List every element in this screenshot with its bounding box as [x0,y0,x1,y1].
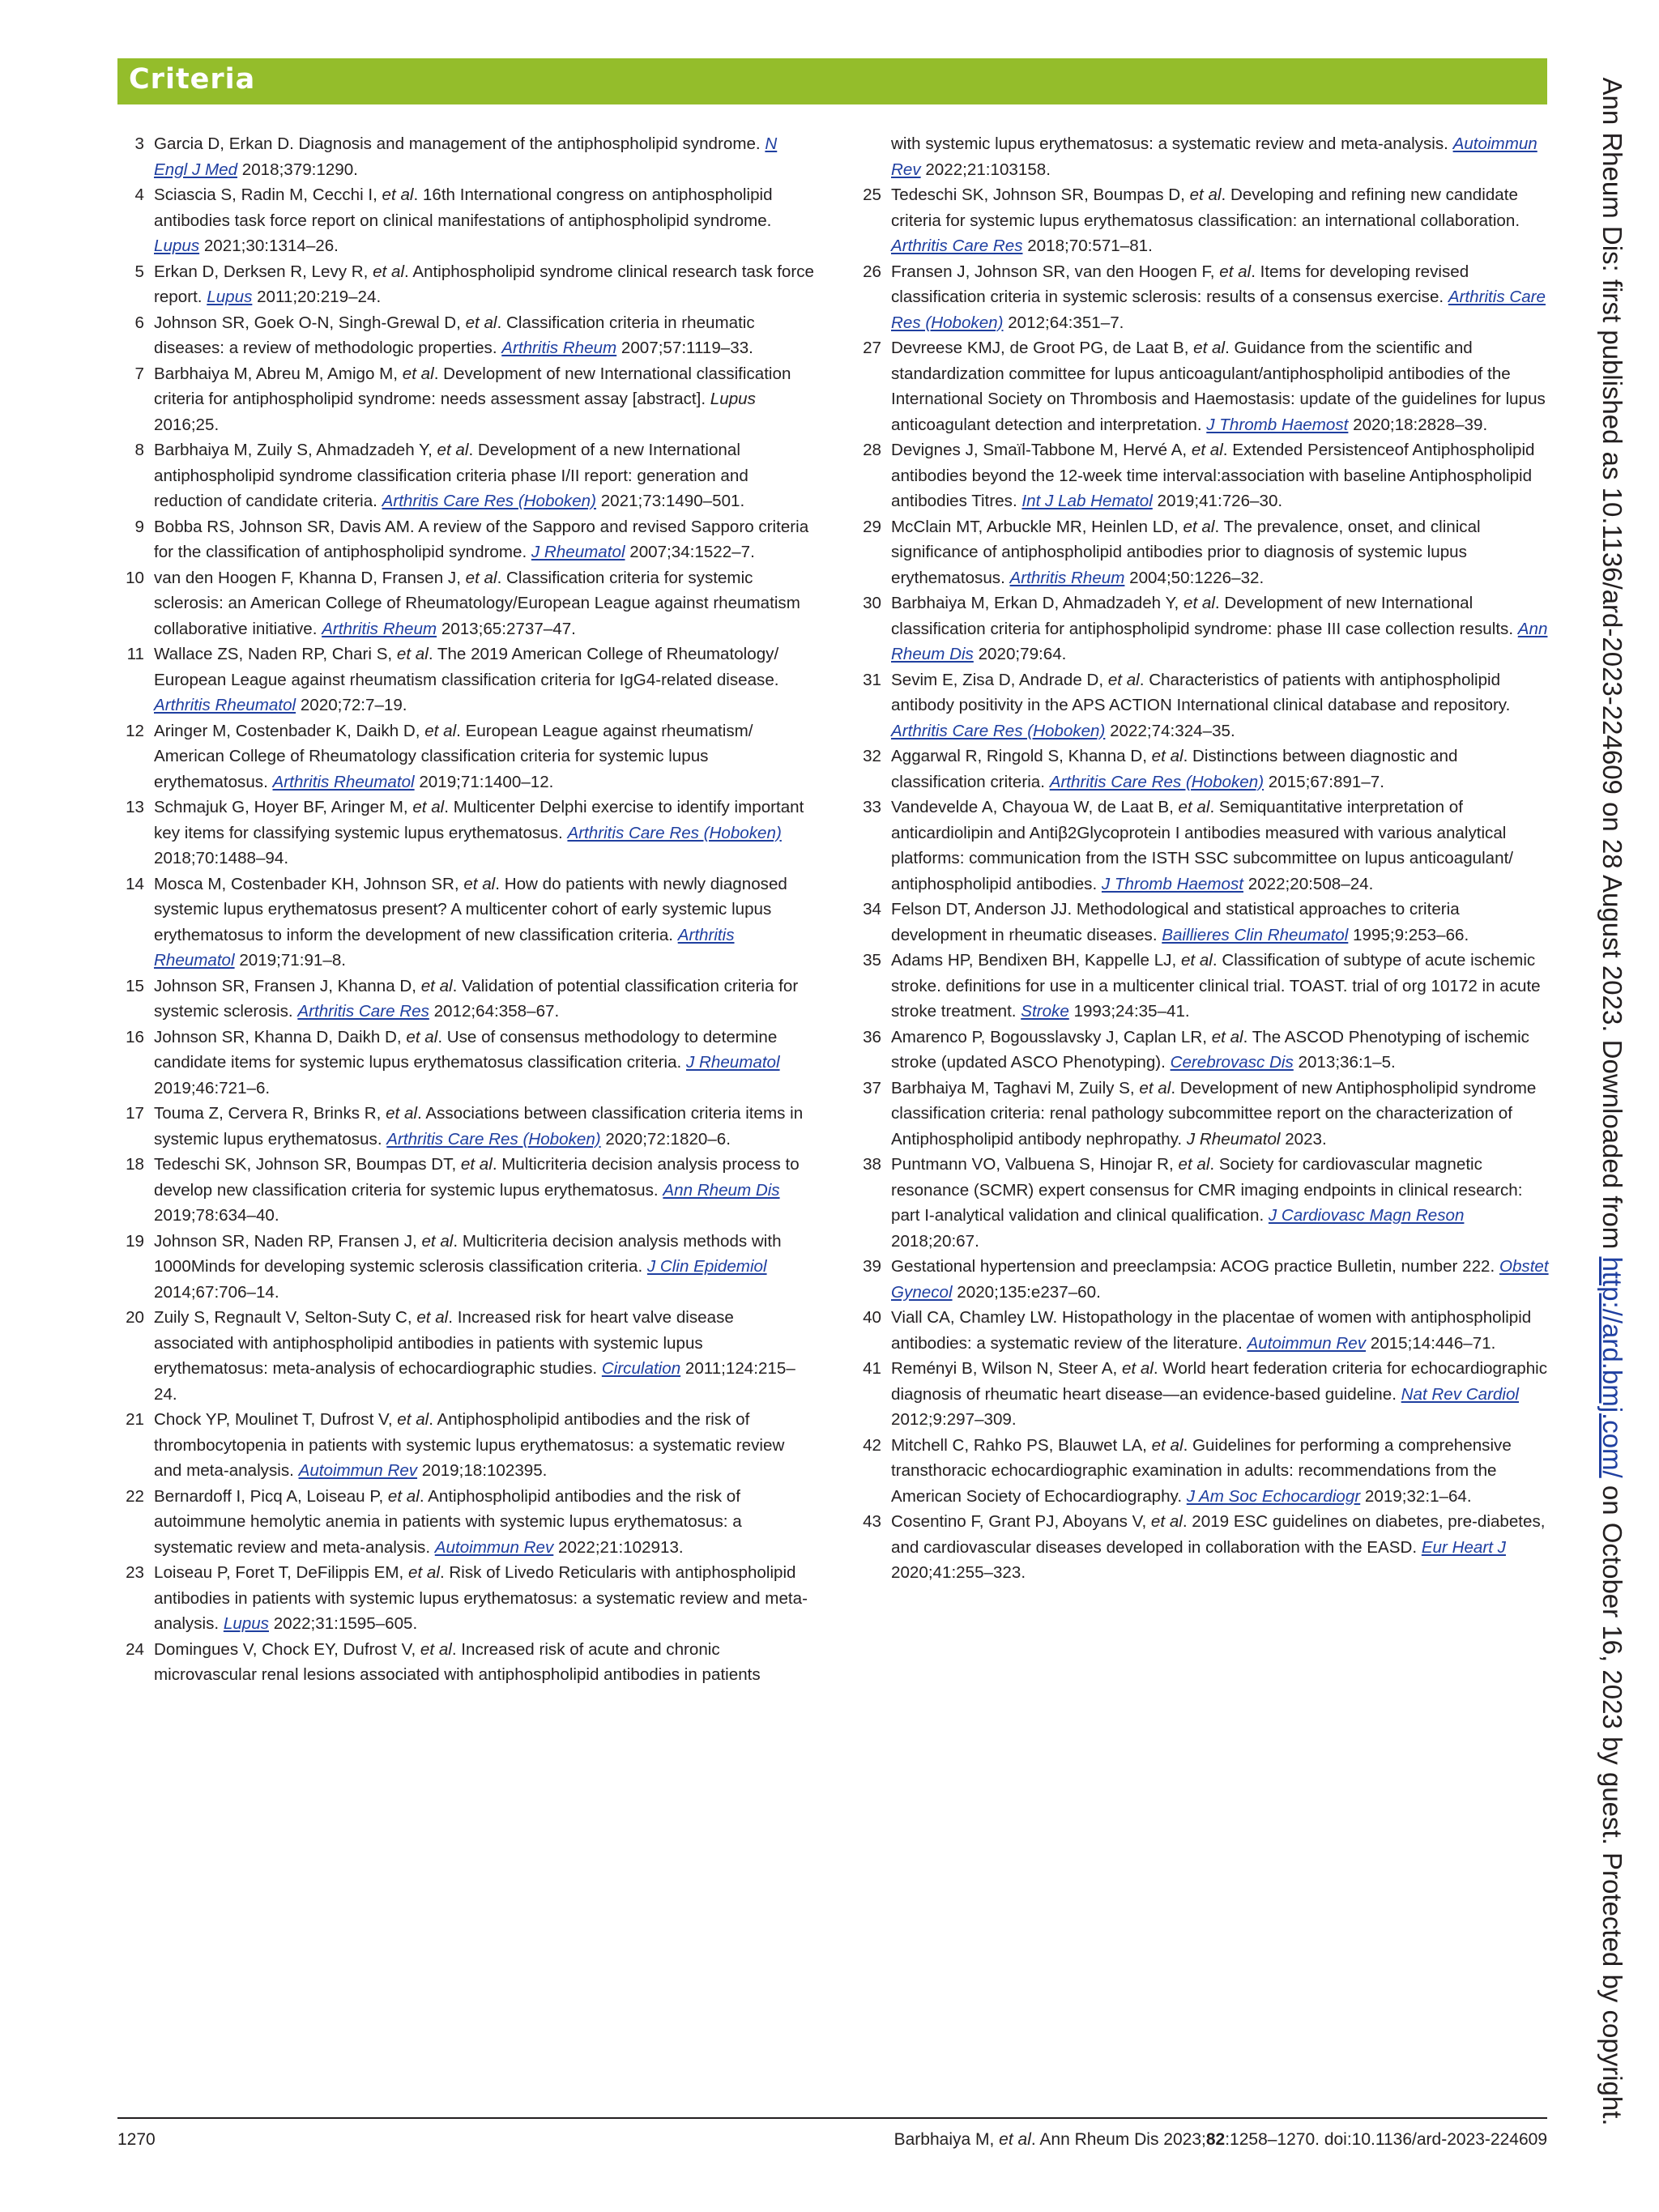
journal-link[interactable]: J Rheumatol [531,543,625,561]
reference-text: . Guidelines for performing a comprehensive transthoracic echocardiographic examination in adults: recommendations from the American Society of Echocardiography. [891,1435,1512,1506]
reference-text: 2019;46:721–6. [154,1078,271,1097]
reference-text: . 2019 ESC guidelines on diabetes, pre-diabetes, and cardiovascular diseases developed in collaboration with the EASD. [891,1512,1546,1557]
reference-text: Devignes J, Smaïl-Tabbone M, Hervé A, [891,441,1192,459]
reference-text: 2021;73:1490–501. [595,492,745,510]
reference-number: 13 [126,798,144,816]
reference-number: 6 [134,313,144,332]
reference-text: Erkan D, Derksen R, Levy R, [154,262,373,281]
reference-text: Aggarwal R, Ringold S, Khanna D, [891,747,1152,765]
reference-number: 4 [134,185,144,204]
journal-link[interactable]: Arthritis Care Res (Hoboken) [891,721,1106,740]
reference-text: Johnson SR, Goek O-N, Singh-Grewal D, [154,313,466,332]
reference-text: Adams HP, Bendixen BH, Kappelle LJ, [891,951,1181,970]
reference-text: 1995;9:253–66. [1348,925,1469,944]
journal-link[interactable]: J Cardiovasc Magn Reson [1268,1206,1465,1225]
reference-number: 22 [126,1486,144,1506]
reference-text: Garcia D, Erkan D. Diagnosis and management of the antiphospholipid syndrome. [154,134,766,153]
italic-text: et al [382,185,414,204]
reference-text: 2011;124:215–24. [154,1359,795,1404]
reference-text: . Associations between classification criteria items in systemic lupus erythematosus. [154,1104,804,1149]
reference-number: 15 [126,976,144,995]
journal-link[interactable]: Baillieres Clin Rheumatol [1162,925,1349,944]
reference-text: . Development of new International classification criteria for antiphospholipid syndrome: phase III case collection results. [891,594,1518,638]
reference-item [117,974,814,1025]
reference-text: 1993;24:35–41. [1068,1002,1190,1021]
italic-text: et al [463,874,496,893]
reference-item [117,182,814,259]
reference-item [855,897,1551,948]
reference-number: 5 [134,262,144,281]
reference-text: 2019;32:1–64. [1360,1486,1472,1506]
italic-text: et al [420,1639,452,1659]
italic-text: et al [1121,1359,1154,1378]
reference-text: . Distinctions between diagnostic and classification criteria. [891,747,1458,791]
reference-item [117,437,814,514]
reference-text: Barbhaiya M, Zuily S, Ahmadzadeh Y, [154,441,437,459]
reference-text: 2023. [1280,1129,1327,1149]
reference-text: Bobba RS, Johnson SR, Davis AM. A review of the Sapporo and revised Sapporo criteria for the classification of antiphospholipid syndrome. [154,517,809,561]
reference-item [855,744,1551,795]
reference-text: Barbhaiya M, Taghavi M, Zuily S, [891,1078,1140,1097]
reference-text: . Classification of subtype of acute ischemic stroke. definitions for use in a multicenter clinical trial. TOAST. trial of org 10172 in acute stroke treatment. [891,951,1541,1021]
reference-text: . The ASCOD Phenotyping of ischemic stroke (updated ASCO Phenotyping). [891,1027,1529,1072]
reference-text: Touma Z, Cervera R, Brinks R, [154,1104,386,1123]
italic-text: et al [420,976,453,995]
reference-text: . Validation of potential classification criteria for systemic sclerosis. [154,976,799,1021]
reference-text: Devreese KMJ, de Groot PG, de Laat B, [891,339,1194,357]
italic-text: et al [412,798,445,816]
reference-text: Loiseau P, Foret T, DeFilippis EM, [154,1563,409,1582]
journal-link[interactable]: Ann Rheum Dis [663,1180,780,1200]
journal-link[interactable]: Arthritis Rheumatol [272,772,415,791]
reference-item [855,1254,1551,1305]
italic-text: Lupus [710,390,756,408]
reference-item [855,1305,1551,1356]
reference-text: 2022;74:324–35. [1105,721,1235,740]
reference-text: Johnson SR, Fransen J, Khanna D, [154,976,421,995]
reference-text: Vandevelde A, Chayoua W, de Laat B, [891,798,1179,816]
journal-link[interactable]: Arthritis Rheumatol [154,696,296,714]
reference-text: 2004;50:1226–32. [1124,568,1265,587]
reference-item [117,1560,814,1637]
reference-text: 2011;20:219–24. [252,288,382,306]
reference-item [117,1484,814,1561]
reference-text: 2015;14:446–71. [1366,1333,1496,1353]
reference-number: 20 [126,1308,144,1327]
italic-text: et al [1151,1435,1183,1455]
reference-text: . Guidance from the scientific and standardization committee for lupus anticoagulant/antiphospholipid antibodies of the International Society on Thrombosis and Haemostasis: update of the guidelines for lupus anticoagulant detection and interpretation. [891,339,1546,434]
reference-number: 12 [126,721,144,740]
sidebar-link[interactable]: http://ard.bmj.com/ [1597,1256,1627,1478]
citation-footer [894,2130,1547,2150]
reference-text: Reményi B, Wilson N, Steer A, [891,1359,1122,1378]
italic-text: et al [1193,339,1226,357]
reference-number: 30 [863,594,881,612]
reference-text: Johnson SR, Naden RP, Fransen J, [154,1231,422,1251]
reference-text: . Multicriteria decision analysis process to develop new classification criteria for systemic lupus erythematosus. [154,1155,800,1200]
reference-text: 2018;70:1488–94. [154,849,289,867]
reference-text: . Increased risk for heart valve disease associated with antiphospholipid antibodies in patients with systemic lupus erythematosus: meta-analysis of echocardiographic studies. [154,1308,734,1378]
reference-text: Mosca M, Costenbader KH, Johnson SR, [154,874,464,893]
italic-text: et al [421,1231,454,1251]
reference-number: 24 [126,1639,144,1659]
journal-link[interactable]: Autoimmun Rev [891,134,1537,179]
journal-link[interactable]: Arthritis Rheum [501,339,617,357]
footer-journal: . Ann Rheum Dis [1030,2130,1164,2149]
reference-text: 2020;72:7–19. [296,696,407,714]
reference-text: . Increased risk of acute and chronic microvascular renal lesions associated with antiphospholipid antibodies in patients [154,1639,761,1684]
section-title: Criteria [129,63,256,96]
footer-pages-doi: :1258–1270. doi:10.1136/ard-2023-224609 [1225,2130,1547,2149]
journal-link[interactable]: Arthritis Care Res (Hoboken) [567,823,782,842]
reference-number: 21 [126,1410,144,1429]
italic-text: et al [460,1155,493,1174]
reference-text: 2019;18:102395. [417,1461,548,1480]
reference-item [117,641,814,718]
italic-text: et al [402,364,434,383]
reference-number: 3 [134,134,144,153]
reference-text: Amarenco P, Bogousslavsky J, Caplan LR, [891,1027,1212,1046]
reference-text: . Classification criteria for systemic sclerosis: an American College of Rheumatology/European League against rheumatism collaborative initiative. [154,568,800,638]
reference-number: 42 [863,1435,881,1455]
reference-number: 25 [863,185,881,204]
journal-link[interactable]: Autoimmun Rev [1247,1333,1367,1353]
reference-item [117,1101,814,1152]
italic-text: et al [1191,441,1223,459]
reference-text: 2018;20:67. [891,1231,979,1251]
reference-text: 2019;41:726–30. [1152,492,1283,510]
reference-item [855,1076,1551,1153]
reference-item [117,565,814,642]
page-number: 1270 [117,2130,156,2149]
journal-link[interactable]: Eur Heart J [1421,1537,1506,1557]
reference-item [117,1025,814,1102]
reference-text: . 16th International congress on antiphospholipid antibodies task force report on clinical manifestations of antiphospholipid syndrome. [154,185,773,230]
reference-item [855,667,1551,744]
reference-text: . Developing and refining new candidate criteria for systemic lupus erythematosus classification: an international collaboration. [891,185,1520,230]
reference-text: Sevim E, Zisa D, Andrade D, [891,670,1108,689]
references-right-column [855,131,1551,1586]
italic-text: et al [1151,747,1183,765]
reference-item [117,259,814,310]
journal-link[interactable]: N Engl J Med [154,134,778,179]
reference-text: . Multicriteria decision analysis methods with 1000Minds for developing systemic sclerosis classification criteria. [154,1231,782,1276]
reference-text: Bernardoff I, Picq A, Loiseau P, [154,1486,388,1506]
reference-item [117,1152,814,1229]
journal-link[interactable]: Stroke [1021,1002,1069,1021]
italic-text: J Rheumatol [1186,1129,1281,1149]
reference-text: Barbhaiya M, Erkan D, Ahmadzadeh Y, [891,594,1183,612]
reference-item [855,514,1551,591]
footer-rule [117,2117,1547,2119]
reference-text: 2012;64:351–7. [1003,313,1124,332]
reference-item [855,590,1551,667]
journal-link[interactable]: J Clin Epidemiol [646,1257,767,1276]
journal-link[interactable]: Circulation [601,1359,681,1378]
footer-etal: et al [999,2130,1031,2149]
reference-item [117,1637,814,1688]
reference-text: 2013;36:1–5. [1293,1053,1396,1072]
reference-text: 2007;34:1522–7. [625,543,755,561]
reference-text: . European League against rheumatism/ American College of Rheumatology classification criteria for systemic lupus erythematosus. [154,721,753,791]
reference-number: 39 [863,1257,881,1276]
copyright-sidebar [1593,65,1631,2138]
reference-number: 11 [126,645,144,663]
italic-text: et al [465,568,497,587]
journal-link[interactable]: Arthritis Rheum [322,619,437,638]
journal-link[interactable]: Arthritis Care Res (Hoboken) [382,492,596,510]
journal-link[interactable]: J Thromb Haemost [1206,415,1349,434]
reference-text: Puntmann VO, Valbuena S, Hinojar R, [891,1155,1179,1174]
reference-text: Tedeschi SK, Johnson SR, Boumpas DT, [154,1155,461,1174]
journal-link[interactable]: Arthritis Care Res [891,237,1023,255]
reference-item [117,361,814,438]
reference-number: 41 [863,1359,881,1378]
reference-text: . Development of new Antiphospholipid syndrome classification criteria: renal pathology subcommittee report on the characterization of Antiphospholipid antibody nephropathy. [891,1078,1537,1149]
italic-text: et al [465,313,497,332]
reference-text: 2022;20:508–24. [1243,874,1374,893]
reference-number: 33 [863,798,881,816]
reference-number: 28 [863,441,881,459]
italic-text: et al [406,1027,438,1046]
reference-number: 26 [863,262,881,281]
italic-text: et al [396,645,429,663]
reference-text: Johnson SR, Khanna D, Daikh D, [154,1027,407,1046]
journal-link[interactable]: Lupus [154,237,200,255]
reference-item [855,437,1551,514]
reference-text: 2020;79:64. [973,645,1067,663]
reference-text: Cosentino F, Grant PJ, Aboyans V, [891,1512,1151,1531]
reference-item [117,795,814,872]
reference-text: 2015;67:891–7. [1264,772,1384,791]
reference-item [117,514,814,565]
reference-number: 9 [134,517,144,536]
reference-text: 2012;9:297–309. [891,1410,1017,1429]
reference-item [117,131,814,182]
reference-text: Aringer M, Costenbader K, Daikh D, [154,721,425,740]
italic-text: et al [1211,1027,1243,1046]
italic-text: et al [397,1410,429,1429]
reference-item [855,1356,1551,1433]
reference-number: 37 [863,1078,881,1097]
italic-text: et al [416,1308,449,1327]
reference-text: 2022;31:1595–605. [268,1614,418,1633]
journal-link[interactable]: Lupus [207,288,253,306]
italic-text: et al [437,441,469,459]
reference-text: 2018;70:571–81. [1022,237,1153,255]
reference-item [117,718,814,795]
italic-text: et al [1139,1078,1171,1097]
reference-text: . Classification criteria in rheumatic diseases: a review of methodologic properties. [154,313,755,357]
reference-item [117,1305,814,1407]
reference-text: . How do patients with newly diagnosed systemic lupus erythematosus present? A multicenter cohort of early systemic lupus erythematosus to inform the development of new classification criteria. [154,874,787,944]
journal-link[interactable]: Nat Rev Cardiol [1401,1384,1520,1404]
reference-text: . Use of consensus methodology to determine candidate items for systemic lupus erythematosus classification criteria. [154,1027,778,1072]
reference-text: . World heart federation criteria for echocardiographic diagnosis of rheumatic heart disease—an evidence-based guideline. [891,1359,1548,1404]
reference-number: 43 [863,1512,881,1531]
reference-text: Schmajuk G, Hoyer BF, Aringer M, [154,798,413,816]
reference-item [855,1509,1551,1586]
reference-number: 27 [863,339,881,357]
italic-text: et al [373,262,405,281]
section-banner [117,58,1547,104]
reference-number: 35 [863,951,881,970]
reference-number: 19 [126,1231,144,1251]
footer-authors: Barbhaiya M, [893,2130,1000,2149]
journal-link[interactable]: Arthritis Rheumatol [154,925,735,970]
reference-item [855,795,1551,897]
reference-text: 2020;18:2828–39. [1348,415,1488,434]
reference-text: 2019;71:1400–12. [414,772,554,791]
reference-text: 2016;25. [154,415,220,434]
reference-text: McClain MT, Arbuckle MR, Heinlen LD, [891,517,1183,536]
reference-number: 29 [863,517,881,536]
reference-item [117,1407,814,1484]
reference-text: Sciascia S, Radin M, Cecchi I, [154,185,382,204]
journal-link[interactable]: J Rheumatol [685,1053,780,1072]
reference-item [855,948,1551,1025]
reference-text: . Multicenter Delphi exercise to identify important key items for classifying systemic lupus erythematosus. [154,798,804,842]
reference-text: . Extended Persistenceof Antiphospholipid antibodies beyond the 12-week time interval:association with baseline Antiphospholipid antibodies Titres. [891,441,1535,510]
journal-link[interactable]: Autoimmun Rev [298,1461,418,1480]
reference-item [855,259,1551,336]
reference-text: Wallace ZS, Naden RP, Chari S, [154,645,397,663]
journal-link[interactable]: Arthritis Care Res (Hoboken) [1049,772,1265,791]
journal-link[interactable]: Arthritis Care Res [297,1002,429,1021]
journal-link[interactable]: Arthritis Care Res (Hoboken) [891,288,1546,332]
reference-text: . Development of a new International antiphospholipid syndrome classification criteria phase I/II report: generation and reduction of candidate criteria. [154,441,748,510]
reference-text: . Semiquantitative interpretation of anticardiolipin and Antiβ2Glycoprotein I antibodies measured with various analytical platforms: communication from the ISTH SSC subcommittee on lupus anticoagulant/ antiphospholipid antibodies. [891,798,1514,893]
italic-text: et al [387,1486,420,1506]
footer-year: 2023; [1163,2130,1206,2149]
reference-number: 23 [126,1563,144,1582]
reference-text: Domingues V, Chock EY, Dufrost V, [154,1639,420,1659]
reference-text: 2012;64:358–67. [429,1002,560,1021]
reference-number: 34 [863,900,881,918]
italic-text: et al [386,1104,418,1123]
reference-text: Felson DT, Anderson JJ. Methodological and statistical approaches to criteria development in rheumatic diseases. [891,900,1460,944]
italic-text: et al [1219,262,1252,281]
sidebar-text-end: on October 16, 2023 by guest. Protected by copyright. [1597,1477,1627,2126]
reference-text: 2013;65:2737–47. [437,619,576,638]
reference-text: . Antiphospholipid syndrome clinical research task force report. [154,262,814,306]
journal-link[interactable]: Obstet Gynecol [891,1257,1549,1302]
reference-text: Chock YP, Moulinet T, Dufrost V, [154,1410,398,1429]
reference-text: Tedeschi SK, Johnson SR, Boumpas D, [891,185,1190,204]
reference-text: 2022;21:102913. [553,1537,684,1557]
reference-continuation [855,131,1551,182]
italic-text: et al [1183,517,1215,536]
reference-item [855,1025,1551,1076]
reference-text: Zuily S, Regnault V, Selton-Suty C, [154,1308,417,1327]
reference-text: Gestational hypertension and preeclampsia: ACOG practice Bulletin, number 222. [891,1257,1499,1276]
reference-number: 14 [126,874,144,893]
reference-item [117,1229,814,1306]
reference-text: 2020;41:255–323. [891,1563,1026,1582]
journal-link[interactable]: J Thromb Haemost [1101,874,1244,893]
italic-text: et al [1180,951,1213,970]
reference-text: 2019;78:634–40. [154,1206,279,1225]
references-left-column [117,131,814,1688]
reference-text: Barbhaiya M, Abreu M, Amigo M, [154,364,403,383]
reference-text: . Items for developing revised classification criteria in systemic sclerosis: results of a consensus exercise. [891,262,1469,306]
footer-volume: 82 [1205,2130,1226,2149]
reference-text: . Antiphospholipid antibodies and the risk of thrombocytopenia in patients with systemic lupus erythematosus: a systematic review and meta-analysis. [154,1410,785,1480]
italic-text: et al [1107,670,1140,689]
italic-text: et al [424,721,457,740]
reference-number: 16 [126,1027,144,1046]
journal-link[interactable]: Arthritis Rheum [1009,568,1125,587]
reference-text: Viall CA, Chamley LW. Histopathology in the placentae of women with antiphospholipid antibodies: a systematic review of the literature. [891,1308,1532,1353]
reference-number: 40 [863,1308,881,1327]
reference-text: . The 2019 American College of Rheumatology/ European League against rheumatism classification criteria for IgG4-related disease. [154,645,779,689]
reference-item [855,1433,1551,1510]
reference-text: van den Hoogen F, Khanna D, Fransen J, [154,568,466,587]
reference-number: 10 [126,568,144,587]
journal-link[interactable]: Autoimmun Rev [434,1537,554,1557]
reference-item [855,335,1551,437]
reference-item [117,310,814,361]
reference-text: 2022;21:103158. [920,160,1051,179]
journal-link[interactable]: Ann Rheum Dis [891,619,1548,663]
journal-link[interactable]: Lupus [223,1614,269,1633]
reference-text: Fransen J, Johnson SR, van den Hoogen F, [891,262,1220,281]
reference-text: . Society for cardiovascular magnetic resonance (SCMR) expert consensus for CMR imaging endpoints in clinical research: part I-analytical validation and clinical qualification. [891,1155,1523,1225]
reference-number: 17 [126,1104,144,1123]
reference-number: 7 [134,364,144,383]
reference-number: 36 [863,1027,881,1046]
reference-text: . Characteristics of patients with antiphospholipid antibody positivity in the APS ACTION International clinical database and repository. [891,670,1511,714]
sidebar-text-start: Ann Rheum Dis: first published as 10.1136/ard-2023-224609 on 28 August 2023. Downloaded from [1597,77,1627,1257]
reference-text: 2019;71:91–8. [234,951,347,970]
italic-text: et al [408,1563,440,1582]
italic-text: et al [1178,1155,1210,1174]
italic-text: et al [1183,594,1215,612]
journal-link[interactable]: Cerebrovasc Dis [1170,1053,1294,1072]
italic-text: et al [1189,185,1222,204]
reference-text: . Antiphospholipid antibodies and the risk of autoimmune hemolytic anemia in patients with systemic lupus erythematosus: a systematic review and meta-analysis. [154,1486,742,1557]
reference-item [117,872,814,974]
reference-number: 8 [134,441,144,459]
reference-text: 2018;379:1290. [237,160,358,179]
reference-item [855,182,1551,259]
reference-text: 2020;135:e237–60. [952,1282,1101,1302]
reference-item [855,1152,1551,1254]
reference-text: 2021;30:1314–26. [199,237,339,255]
reference-text: . The prevalence, onset, and clinical significance of antiphospholipid antibodies prior to diagnosis of systemic lupus erythematosus. [891,517,1481,587]
journal-link[interactable]: Arthritis Care Res (Hoboken) [386,1129,601,1149]
italic-text: et al [1150,1512,1183,1531]
journal-link[interactable]: J Am Soc Echocardiogr [1186,1486,1361,1506]
reference-number: 31 [863,670,881,689]
reference-text: 2014;67:706–14. [154,1282,279,1302]
italic-text: et al [1178,798,1210,816]
reference-number: 38 [863,1155,881,1174]
reference-number: 32 [863,747,881,765]
reference-text: Mitchell C, Rahko PS, Blauwet LA, [891,1435,1152,1455]
reference-text: 2007;57:1119–33. [616,339,753,357]
reference-text: with systemic lupus erythematosus: a systematic review and meta-analysis. [891,134,1453,153]
reference-text: . Risk of Livedo Reticularis with antiphospholipid antibodies in patients with systemic lupus erythematosus: a systematic review and meta-analysis. [154,1563,808,1633]
reference-text: . Development of new International classification criteria for antiphospholipid syndrome: needs assessment assay [abstract]. [154,364,791,408]
reference-text: 2020;72:1820–6. [600,1129,731,1149]
journal-link[interactable]: Int J Lab Hematol [1021,492,1153,510]
reference-number: 18 [126,1155,144,1174]
